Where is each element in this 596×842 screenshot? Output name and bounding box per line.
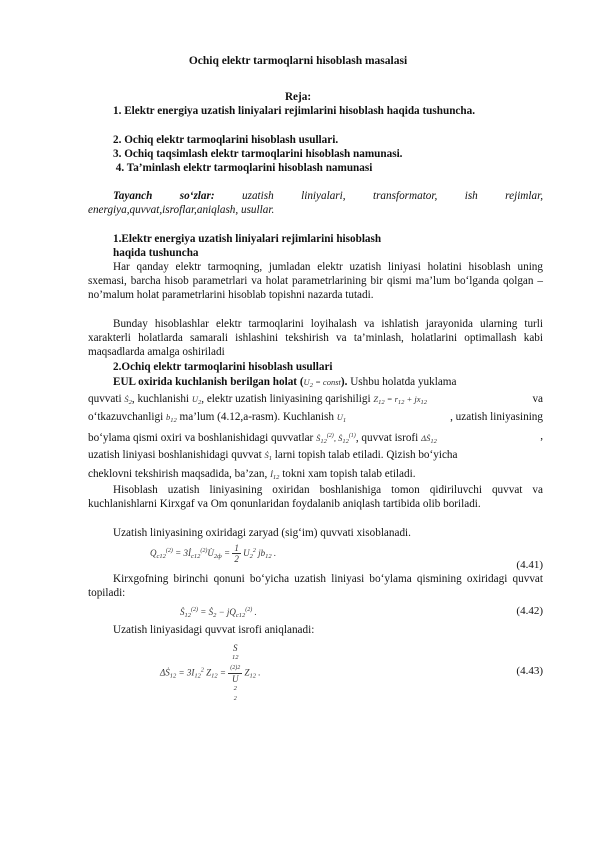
line-b-text-2: ma’lum (4.12,a-rasm). Kuchlanish	[176, 411, 337, 423]
line-e-text-2: tokni xam topish talab etiladi.	[279, 468, 416, 480]
line-b-text-1: o‘tkazuvchanligi	[88, 411, 166, 423]
formula-z12: $Z_{12} = r_{12} + jx_{12}$	[373, 394, 428, 406]
plan-item-1: 1. Elektr energiya uzatish liniyalari rejimlarini hisoblash haqida tushuncha.	[113, 105, 475, 117]
paragraph-isrof: Uzatish liniyasidagi quvvat isrofi aniqlanadi:	[113, 624, 315, 636]
line-b-text-3: , uzatish liniyasining	[450, 411, 543, 423]
formula-s12-pair: Ṡ$_{12}^{(2)}$, Ṡ$_{12}^{(1)}$	[316, 433, 356, 445]
section1-heading-line1: 1.Elektr energiya uzatish liniyalari rejimlarini hisoblash	[113, 233, 382, 245]
formula-u2-const: $U_2$ = const	[303, 377, 341, 389]
section1-paragraph-1: Har qanday elektr tarmoqning, jumladan elektr uzatish liniyasi holatini hisoblash uning sxemasi, barcha hisob parametrlari va holat parametrlarining bir qismi ma’lum bo‘lganda qolgan – no’malum holat parametrlarini hisoblab topishni nazarda tutadi.	[88, 261, 543, 302]
line-c-text-3: ,	[540, 430, 543, 442]
eul-text: Ushbu holatda yuklama	[350, 376, 457, 388]
plan-heading: Reja:	[284, 91, 312, 103]
paragraph-line-b	[88, 410, 543, 428]
keywords-paragraph	[88, 189, 543, 217]
line-a-text-2: , kuchlanishi	[131, 393, 192, 405]
eul-bold-end: ).	[340, 376, 351, 388]
paragraph-kirxgof: Kirxgofning birinchi qonuni bo‘yicha uzatish liniyasi bo‘ylama qismining oxiridagi quvvat topiladi:	[88, 573, 543, 600]
line-c-text-2: , quvvat isrofi	[355, 432, 422, 444]
equation-number-4-42: (4.42)	[516, 605, 543, 617]
paragraph-line-d	[88, 448, 457, 466]
formula-b12: $b_{12}$	[165, 412, 177, 424]
formula-i12: $İ_{12}$	[270, 469, 280, 481]
page-title: Ochiq elektr tarmoqlarni hisoblash masalasi	[188, 55, 408, 67]
line-a-text-4: va	[532, 393, 543, 405]
paragraph-line-c	[88, 429, 543, 449]
plan-item-2: 2. Ochiq elektr tarmoqlarini hisoblash usullari.	[113, 134, 339, 146]
line-d-text-1: uzatish liniyasi boshlanishidagi quvvat	[88, 449, 265, 461]
line-c-text-1: bo‘ylama qismi oxiri va boshlanishidagi quvvatlar	[88, 432, 317, 444]
equation-number-4-43: (4.43)	[516, 665, 543, 677]
equation-4-43: ΔṠ$_{12}$ = $3I_{12}^2$ $Z_{12}$ = S 12 (2)2 U 2 2 $Z_{12}$ .	[160, 643, 261, 702]
equation-number-4-41: (4.41)	[516, 559, 543, 571]
line-e-text-1: cheklovni tekshirish maqsadida, ba’zan,	[88, 468, 271, 480]
plan-item-3: 3. Ochiq taqsimlash elektr tarmoqlarini hisoblash namunasi.	[113, 148, 403, 160]
section1-paragraph-2: Bunday hisoblashlar elektr tarmoqlarini loyihalash va ishlatish jarayonida ularning turli xarakterli holatlarda samarali ishlashini tekshirish va ta’minlash, holatlarini optimallash kabi maqsadlarda amalga oshiriladi	[88, 318, 543, 359]
line-a-text-3: , elektr uzatish liniyasining qarishiligi	[201, 393, 374, 405]
plan-item-4: 4. Ta’minlash elektr tarmoqlarini hisoblash namunasi	[113, 162, 373, 174]
formula-delta-s12: ΔṠ$_{12}$	[421, 433, 437, 445]
line-d-text-2: larni topish talab etiladi. Qizish bo‘yicha	[272, 449, 458, 461]
equation-4-42: Ṡ$_{12}^{(2)}$ = Ṡ$_2$ − $jQ_{c12}^{(2)}$ .	[180, 607, 257, 619]
line-a-text-1: quvvati	[88, 393, 125, 405]
formula-u2: $U_2$	[191, 394, 202, 406]
formula-s2: Ṡ$_2$	[124, 394, 132, 406]
keywords-text: uzatish liniyalari, transformator, ish rejimlar, energiya,quvvat,isroflar,aniqlash, usullar.	[88, 190, 543, 217]
section1-heading-line2: haqida tushuncha	[113, 247, 199, 259]
eul-line	[113, 375, 456, 393]
paragraph-zaryad: Uzatish liniyasining oxiridagi zaryad (sig‘im) quvvati xisoblanadi.	[113, 527, 411, 539]
formula-u1: $U_1$	[336, 412, 347, 424]
paragraph-hisoblash: Hisoblash uzatish liniyasining oxiridan boshlanishiga tomon qidiriluvchi quvvat va kuchlanishlarni Kirxgaf va Om qonunlaridan foydalanib aniqlash tartibida olib boriladi.	[88, 484, 543, 511]
formula-s1: Ṡ$_1$	[264, 450, 272, 462]
eul-bold-start: EUL oxirida kuchlanish berilgan holat (	[113, 376, 304, 388]
keywords-label: Tayanch so‘zlar:	[113, 190, 215, 202]
section2-heading: 2.Ochiq elektr tarmoqlarini hisoblash usullari	[113, 361, 333, 373]
equation-4-41: $Q_{c12}^{(2)}$ = $3İ_{c12}^{(2)}U̇_{2ф}$ = $\frac{1}{2}$ $U_2^2$ $jb_{12}$ .	[150, 543, 277, 565]
paragraph-line-a	[88, 392, 543, 410]
